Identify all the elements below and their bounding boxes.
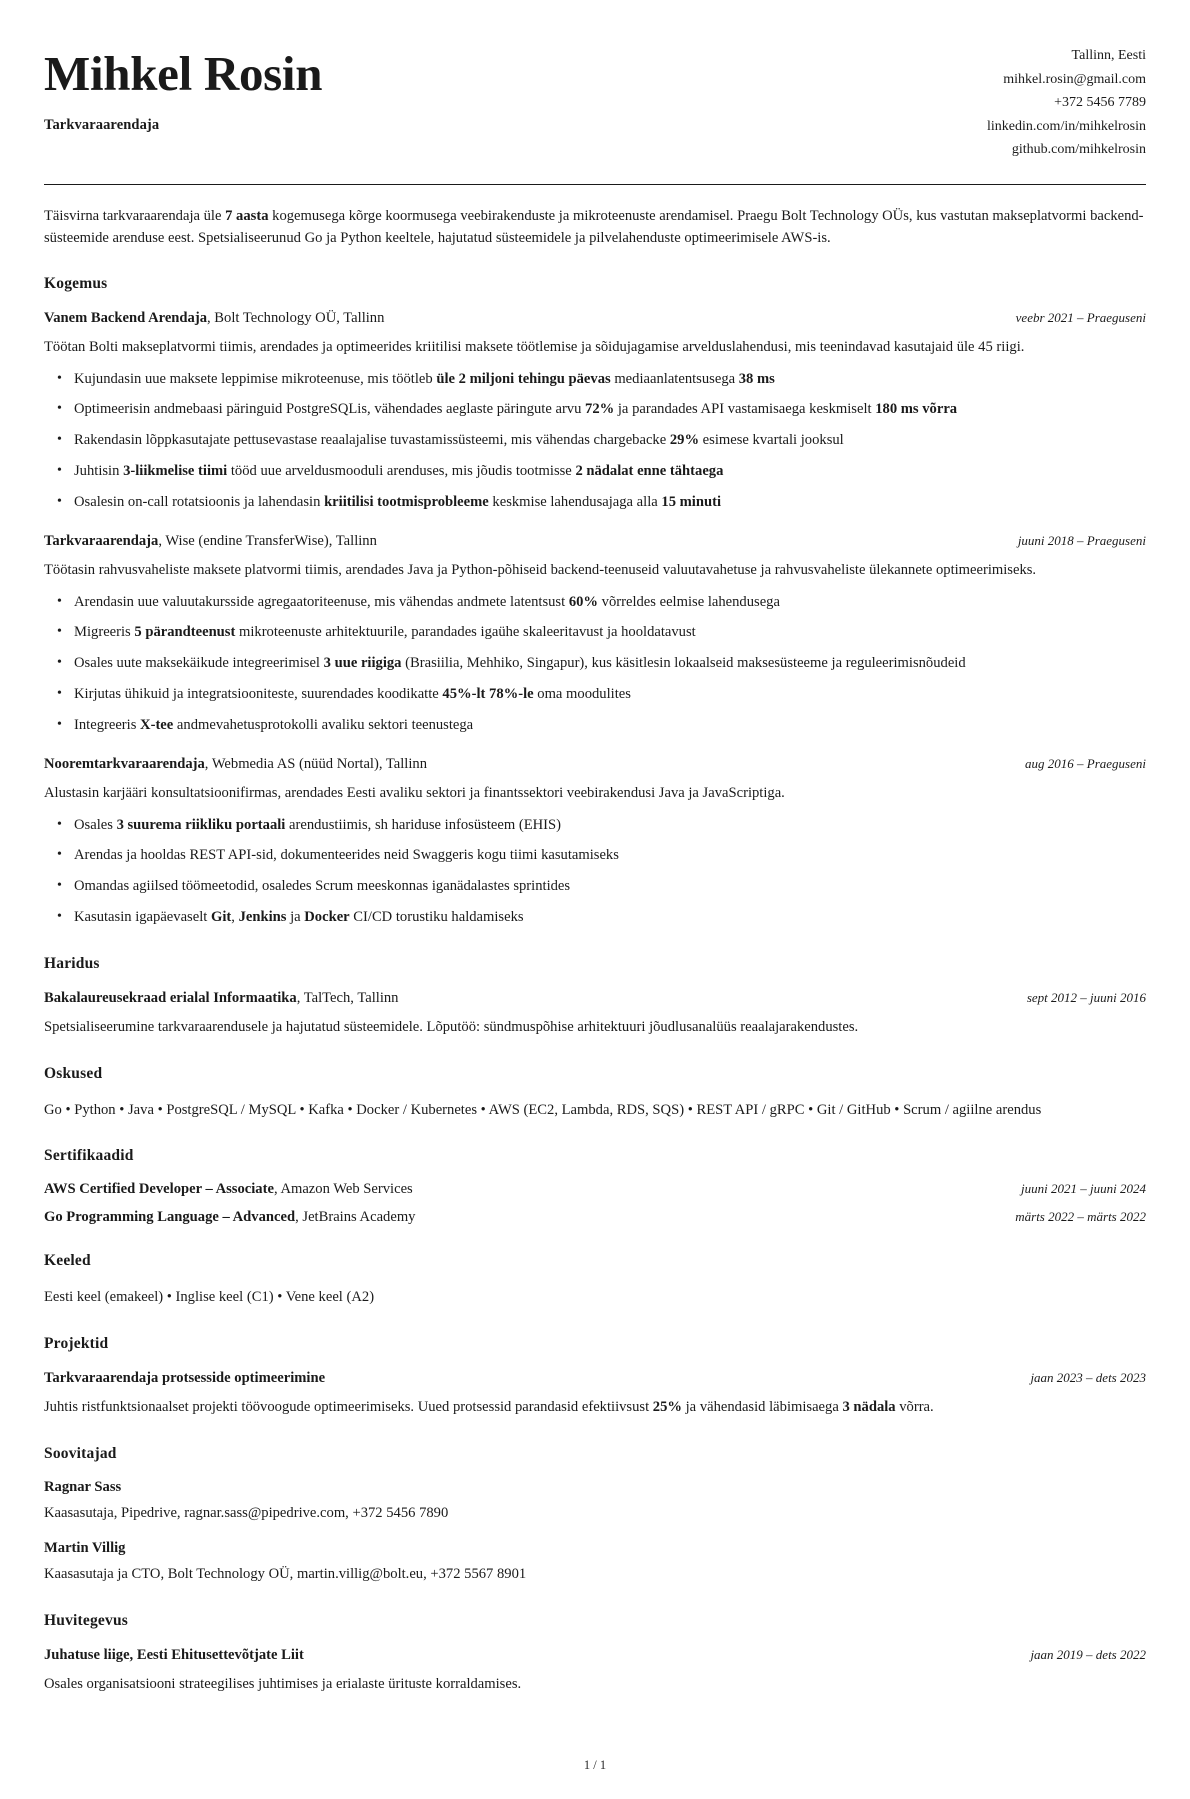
experience-role: Vanem Backend Arendaja: [44, 309, 207, 326]
section-skills: [44, 1065, 1146, 1122]
highlight-text: 3-liikmelise tiimi: [123, 463, 228, 480]
experience-list: [44, 309, 1146, 929]
certificate-row: [44, 1209, 1146, 1226]
reference-name: Ragnar Sass: [44, 1478, 122, 1495]
reference-name: Martin Villig: [44, 1540, 126, 1557]
body-text: võrra.: [895, 1398, 934, 1415]
project-entry-head: [44, 1369, 1146, 1389]
body-text: Täisvirna tarkvaraarendaja üle: [44, 207, 226, 224]
hobby-entry: [44, 1646, 1146, 1696]
project-entry: [44, 1369, 1146, 1419]
highlight-text: 60%: [568, 593, 598, 610]
section-title-skills: Oskused: [44, 1064, 103, 1082]
bullet-item: [74, 461, 1146, 483]
bullet-item: [74, 399, 1146, 421]
education-degree-name: Bakalaureusekraad erialal Informaatika: [44, 990, 297, 1007]
bullet-item: [74, 715, 1146, 737]
experience-company: , Webmedia AS (nüüd Nortal), Tallinn: [204, 755, 427, 772]
experience-entry: [44, 755, 1146, 929]
professional-summary: [44, 205, 1146, 249]
experience-company: , Bolt Technology OÜ, Tallinn: [207, 309, 385, 326]
highlight-text: 38 ms: [738, 370, 775, 387]
certificate-row: [44, 1181, 1146, 1198]
education-school: , TalTech, Tallinn: [296, 990, 399, 1007]
experience-title: [44, 309, 384, 329]
project-description: [44, 1397, 1146, 1419]
body-text: Kirjutas ühikuid ja integratsiooniteste, suurendades koodikatte: [74, 686, 443, 703]
section-education: [44, 955, 1146, 1039]
body-text: Osales uute maksekäikude integreerimisel: [74, 655, 324, 672]
resume-header: [44, 40, 1146, 162]
certificate-issuer: , Amazon Web Services: [273, 1181, 413, 1198]
section-title-education: Haridus: [44, 955, 100, 973]
body-text: ja vähendasid läbimisaega: [681, 1398, 843, 1415]
highlight-text: 45%-lt 78%-le: [442, 686, 534, 703]
section-certificates: [44, 1147, 1146, 1226]
body-text: keskmise lahendusajaga alla: [488, 494, 662, 511]
section-hobbies: [44, 1612, 1146, 1696]
section-title-experience: Kogemus: [44, 274, 108, 292]
skills-list: Go • Python • Java • PostgreSQL / MySQL • Kafka • Docker / Kubernetes • AWS (EC2, Lambda, RDS, SQS) • REST API / gRPC • Git / GitHub • Scrum / agiilne arendus: [44, 1101, 1042, 1118]
hobby-description: Osales organisatsiooni strateegilises juhtimises ja erialaste ürituste korraldamises.: [44, 1675, 522, 1692]
contact-line: Tallinn, Eesti: [1071, 48, 1146, 63]
experience-bullets: [44, 592, 1146, 737]
bullet-item: [74, 492, 1146, 514]
experience-role: Nooremtarkvaraarendaja: [44, 755, 205, 772]
highlight-text: 3 nädala: [842, 1398, 896, 1415]
certificate-date: märts 2022 – märts 2022: [1015, 1209, 1146, 1225]
candidate-name: Mihkel Rosin: [44, 46, 323, 101]
certificates-list: [44, 1181, 1146, 1226]
education-entry: [44, 989, 1146, 1039]
contact-line: github.com/mihkelrosin: [1011, 142, 1146, 158]
section-title-certificates: Sertifikaadid: [44, 1147, 134, 1165]
experience-title: [44, 532, 377, 552]
highlight-text: 29%: [669, 432, 700, 449]
certificate-date: juuni 2021 – juuni 2024: [1021, 1181, 1146, 1197]
references-list: [44, 1479, 1146, 1587]
highlight-text: 7 aasta: [225, 207, 269, 224]
highlight-text: 2 nädalat enne tähtaega: [575, 463, 724, 480]
hobbies-list: [44, 1646, 1146, 1696]
reference-detail: Kaasasutaja ja CTO, Bolt Technology OÜ, martin.villig@bolt.eu, +372 5567 8901: [44, 1566, 527, 1583]
experience-title: [44, 755, 427, 775]
bullet-item: [74, 430, 1146, 452]
header-identity: [44, 40, 322, 134]
body-text: võrreldes eelmise lahendusega: [598, 593, 780, 610]
hobby-name-text: Juhatuse liige, Eesti Ehitusettevõtjate Liit: [44, 1647, 304, 1664]
education-date: sept 2012 – juuni 2016: [1026, 990, 1146, 1006]
experience-bullets: [44, 369, 1146, 514]
reference-detail: Kaasasutaja, Pipedrive, ragnar.sass@pipedrive.com, +372 5456 7890: [44, 1504, 449, 1521]
contact-line: +372 5456 7789: [1054, 95, 1146, 111]
section-projects: [44, 1335, 1146, 1419]
contact-line: linkedin.com/in/mihkelrosin: [986, 118, 1146, 134]
bullet-item: [74, 622, 1146, 644]
section-title-languages: Keeled: [44, 1252, 91, 1270]
experience-description: Alustasin karjääri konsultatsioonifirmas, arendades Eesti avaliku sektori ja finantssektori veebirakendusi Java ja JavaScriptiga.: [44, 784, 785, 801]
body-text: Arendas ja hooldas REST API-sid, dokumenteerides neid Swaggeris kogu tiimi kasutamiseks: [74, 847, 619, 864]
highlight-text: üle 2 miljoni tehingu päevas: [436, 370, 611, 387]
body-text: Integreeris: [74, 717, 141, 734]
body-text: Arendasin uue valuutakursside agregaatoriteenuse, mis vähendas andmete latentsust: [74, 593, 569, 610]
body-text: andmevahetusprotokolli avaliku sektori teenustega: [173, 717, 474, 734]
experience-entry-head: [44, 532, 1146, 552]
section-title-references: Soovitajad: [44, 1444, 117, 1462]
experience-entry-head: [44, 755, 1146, 775]
experience-entry: [44, 309, 1146, 514]
body-text: Juhtis ristfunktsionaalset projekti töövoogude optimeerimiseks. Uued protsessid parandasid efektiivsust: [44, 1398, 653, 1415]
highlight-text: kriitilisi tootmisprobleeme: [324, 494, 489, 511]
project-date: jaan 2023 – dets 2023: [1030, 1369, 1146, 1385]
body-text: mikroteenuste arhitektuurile, parandades igaühe skaleeritavust ja hooldatavust: [235, 624, 696, 641]
candidate-job-title: Tarkvaraarendaja: [44, 116, 160, 133]
languages-list: Eesti keel (emakeel) • Inglise keel (C1) • Vene keel (A2): [44, 1289, 375, 1306]
body-text: Rakendasin lõppkasutajate pettusevastase reaalajalise tuvastamissüsteemi, mis vähendas chargebacke: [74, 432, 670, 449]
bullet-item: [74, 876, 1146, 898]
hobby-entry-head: [44, 1646, 1146, 1666]
section-title-projects: Projektid: [44, 1334, 109, 1352]
body-text: Juhtisin: [74, 463, 124, 480]
body-text: Osales: [74, 816, 117, 833]
highlight-text: 15 minuti: [661, 494, 722, 511]
body-text: kogemusega kõrge koormusega veebirakenduste ja mikroteenuste arendamisel. Praegu Bolt Technology OÜs, kus vastutan makseplatvormi backend-süsteemide arenduse eest. Spetsialiseerunud Go ja Python keeltele, hajutatud süsteemidele ja pilvelahenduste optimeerimisele AWS-is.: [44, 207, 1144, 246]
project-name: [44, 1369, 325, 1389]
experience-role: Tarkvaraarendaja: [44, 532, 159, 549]
body-text: Osalesin on-call rotatsioonis ja lahendasin: [74, 494, 325, 511]
education-degree: [44, 989, 398, 1009]
body-text: ja: [286, 909, 305, 926]
body-text: Kujundasin uue maksete leppimise mikroteenuse, mis töötleb: [74, 370, 437, 387]
experience-description: Töötan Bolti makseplatvormi tiimis, arendades ja optimeerides kriitilisi maksete töötlemise ja sõidujagamise arvelduslahendusi, mis teenindavad kasutajaid üle 45 riigi.: [44, 338, 1025, 355]
education-entry-head: [44, 989, 1146, 1009]
certificate-name: AWS Certified Developer – Associate: [44, 1181, 274, 1198]
experience-date: aug 2016 – Praeguseni: [1025, 755, 1146, 771]
header-divider: [44, 184, 1146, 185]
body-text: tööd uue arveldusmooduli arenduses, mis jõudis tootmisse: [227, 463, 576, 480]
section-experience: [44, 275, 1146, 929]
bullet-item: [74, 907, 1146, 929]
hobby-name: [44, 1646, 304, 1666]
education-description: Spetsialiseerumine tarkvaraarendusele ja hajutatud süsteemidele. Lõputöö: sündmuspõhise arhitektuuri jõudlusanalüüs reaalajarakendustes.: [44, 1018, 859, 1035]
body-text: CI/CD torustiku haldamiseks: [349, 909, 524, 926]
body-text: Kasutasin igapäevaselt: [74, 909, 211, 926]
highlight-text: 25%: [652, 1398, 682, 1415]
highlight-text: 180 ms võrra: [875, 401, 958, 418]
section-references: [44, 1445, 1146, 1587]
contact-block: [987, 40, 1146, 162]
hobby-date: jaan 2019 – dets 2022: [1030, 1647, 1146, 1663]
highlight-text: Docker: [304, 909, 350, 926]
highlight-text: 72%: [585, 401, 615, 418]
highlight-text: X-tee: [140, 717, 174, 734]
bullet-item: [74, 845, 1146, 867]
certificate-label: [44, 1209, 415, 1226]
experience-date: juuni 2018 – Praeguseni: [1017, 532, 1146, 548]
experience-bullets: [44, 815, 1146, 930]
experience-date: veebr 2021 – Praeguseni: [1015, 309, 1146, 325]
highlight-text: Git: [210, 909, 232, 926]
body-text: Migreeris: [74, 624, 135, 641]
experience-company: , Wise (endine TransferWise), Tallinn: [158, 532, 377, 549]
experience-entry: [44, 532, 1146, 737]
certificate-issuer: , JetBrains Academy: [295, 1209, 416, 1226]
body-text: arendustiimis, sh hariduse infosüsteem (EHIS): [285, 816, 561, 833]
body-text: ,: [231, 909, 239, 926]
experience-entry-head: [44, 309, 1146, 329]
certificate-name: Go Programming Language – Advanced: [44, 1209, 296, 1226]
projects-list: [44, 1369, 1146, 1419]
contact-line: mihkel.rosin@gmail.com: [1003, 71, 1146, 87]
highlight-text: 3 suurema riikliku portaali: [116, 816, 286, 833]
body-text: (Brasiilia, Mehhiko, Singapur), kus käsitlesin lokaalseid maksesüsteeme ja reguleerimisnõudeid: [401, 655, 966, 672]
body-text: mediaanlatentsusega: [610, 370, 739, 387]
section-title-hobbies: Huvitegevus: [44, 1612, 129, 1630]
body-text: Omandas agiilsed töömeetodid, osaledes Scrum meeskonnas iganädalastes sprintides: [74, 878, 571, 895]
body-text: oma moodulites: [533, 686, 631, 703]
page-footer: 1 / 1: [583, 1757, 607, 1772]
bullet-item: [74, 684, 1146, 706]
bullet-item: [74, 369, 1146, 391]
body-text: Optimeerisin andmebaasi päringuid PostgreSQLis, vähendades aeglaste päringute arvu: [74, 401, 586, 418]
bullet-item: [74, 592, 1146, 614]
body-text: esimese kvartali jooksul: [699, 432, 844, 449]
highlight-text: 3 uue riigiga: [323, 655, 402, 672]
highlight-text: Jenkins: [238, 909, 287, 926]
experience-description: Töötasin rahvusvaheliste maksete platvormi tiimis, arendades Java ja Python-põhiseid backend-teenuseid valuutavahetuse ja rahvusvaheliste ülekannete optimeerimiseks.: [44, 561, 1037, 578]
highlight-text: 5 pärandteenust: [134, 624, 236, 641]
bullet-item: [74, 653, 1146, 675]
bullet-item: [74, 815, 1146, 837]
certificate-label: [44, 1181, 413, 1198]
project-name-text: Tarkvaraarendaja protsesside optimeerimine: [44, 1369, 326, 1386]
body-text: ja parandades API vastamisaega keskmiselt: [614, 401, 876, 418]
section-languages: [44, 1252, 1146, 1309]
